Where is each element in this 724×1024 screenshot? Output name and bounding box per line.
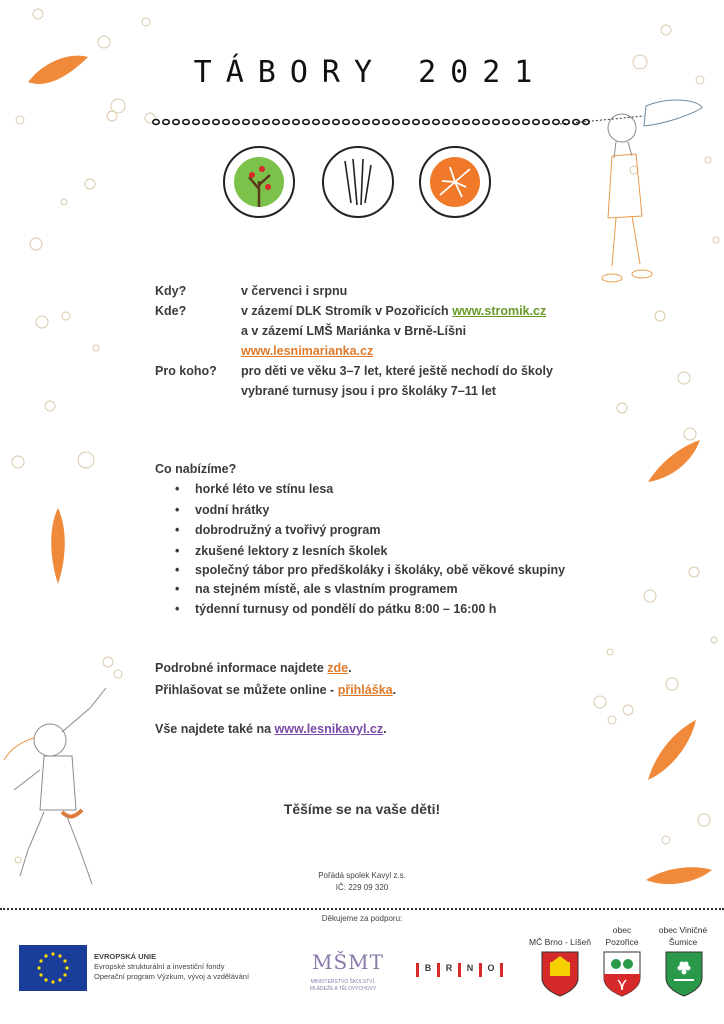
organizer-line-1: Pořádá spolek Kavyl z.s. [318, 871, 406, 880]
eu-line-2: Evropské strukturální a investiční fondy [94, 962, 225, 971]
brno-lisen-coat-of-arms [540, 950, 580, 998]
organizer-line-2: IČ: 229 09 320 [335, 883, 389, 892]
footer-divider [0, 908, 724, 910]
list-item-continuation: • na stejném místě, ale s vlastním programem [175, 580, 615, 599]
vinicne-label-1: obec Viničné [658, 925, 708, 935]
vinicne-sumice-coat-of-arms [664, 950, 704, 998]
closing-line: Těšíme se na vaše děti! [283, 801, 441, 817]
vinicne-label-2: Šumice [668, 937, 698, 947]
details-line [155, 661, 352, 675]
msmt-text [288, 979, 398, 993]
eu-flag-icon [19, 945, 87, 991]
list-item: • zkušené lektory z lesních školek [175, 541, 615, 562]
signup-line [155, 683, 396, 697]
girl-with-horn-illustration [560, 96, 720, 316]
pozorice-coat-of-arms [602, 950, 642, 998]
details-end: . [348, 661, 352, 675]
eu-line-3: Operační program Výzkum, vývoj a vzdělávání [94, 972, 250, 981]
msmt-logo: MŠMT [312, 950, 384, 974]
who-line-1: pro děti ve věku 3–7 let, které ještě nechodí do školy [241, 364, 553, 378]
offer-section [155, 462, 615, 620]
offer-list [175, 479, 615, 620]
signup-link[interactable]: přihláška [337, 683, 393, 697]
msmt-line-1: MINISTERSTVO ŠKOLSTVÍ, [310, 979, 376, 985]
who-line-2: vybrané turnusy jsou i pro školáky 7–11 let [241, 384, 496, 398]
when-label: Kdy? [155, 284, 187, 298]
brno-letter: N [466, 963, 474, 973]
brno-logo [416, 963, 503, 977]
website-text: Vše najdete také na [155, 722, 275, 736]
marianka-logo [418, 145, 492, 219]
eu-text [94, 952, 249, 982]
offer-heading: Co nabízíme? [155, 462, 237, 476]
who-label: Pro koho? [155, 364, 217, 378]
list-item: • dobrodružný a tvořivý program [175, 520, 615, 541]
where-line-2: a v zázemí LMŠ Mariánka v Brně-Líšni [241, 324, 467, 338]
signup-end: . [392, 683, 397, 697]
pozorice-label-1: obec [612, 925, 632, 935]
list-item: • vodní hrátky [175, 500, 615, 521]
boy-reaching-illustration [0, 680, 130, 900]
list-item: • společný tábor pro předškoláky i školáky, obě věkové skupiny [175, 561, 615, 580]
stromik-link[interactable]: www.stromik.cz [452, 304, 547, 318]
when-value: v červenci i srpnu [241, 284, 348, 298]
website-line [155, 722, 387, 736]
website-end: . [383, 722, 387, 736]
lesnikavyl-link[interactable]: www.lesnikavyl.cz [274, 722, 384, 736]
details-link[interactable]: zde [327, 661, 349, 675]
where-line-1 [241, 304, 546, 318]
list-item: • týdenní turnusy od pondělí do pátku 8:00 – 16:00 h [175, 599, 615, 620]
details-text: Podrobné informace najdete [155, 661, 328, 675]
info-block [155, 284, 625, 404]
page-title: TÁBORY 2021 [193, 55, 547, 90]
where-label: Kde? [155, 304, 187, 318]
stromik-logo [222, 145, 296, 219]
thanks-label: Děkujeme za podporu: [321, 914, 403, 923]
dotted-divider [150, 117, 600, 127]
msmt-line-2: MLÁDEŽE A TĚLOVÝCHOVY [309, 986, 377, 992]
list-item: • horké léto ve stínu lesa [175, 479, 615, 500]
brno-letter: R [445, 963, 453, 973]
where-text-1: v zázemí DLK Stromík v Pozořicích [241, 304, 449, 318]
eu-line-1: EVROPSKÁ UNIE [94, 952, 157, 961]
pozorice-label-2: Pozořice [605, 937, 639, 947]
kavyl-logo [321, 145, 395, 219]
signup-text: Přihlašovat se můžete online - [155, 683, 338, 697]
lesnimarianka-link[interactable]: www.lesnimarianka.cz [241, 344, 374, 358]
brno-lisen-label: MČ Brno - Líšeň [529, 937, 591, 947]
brno-letter: B [424, 963, 432, 973]
brno-letter: O [487, 963, 495, 973]
